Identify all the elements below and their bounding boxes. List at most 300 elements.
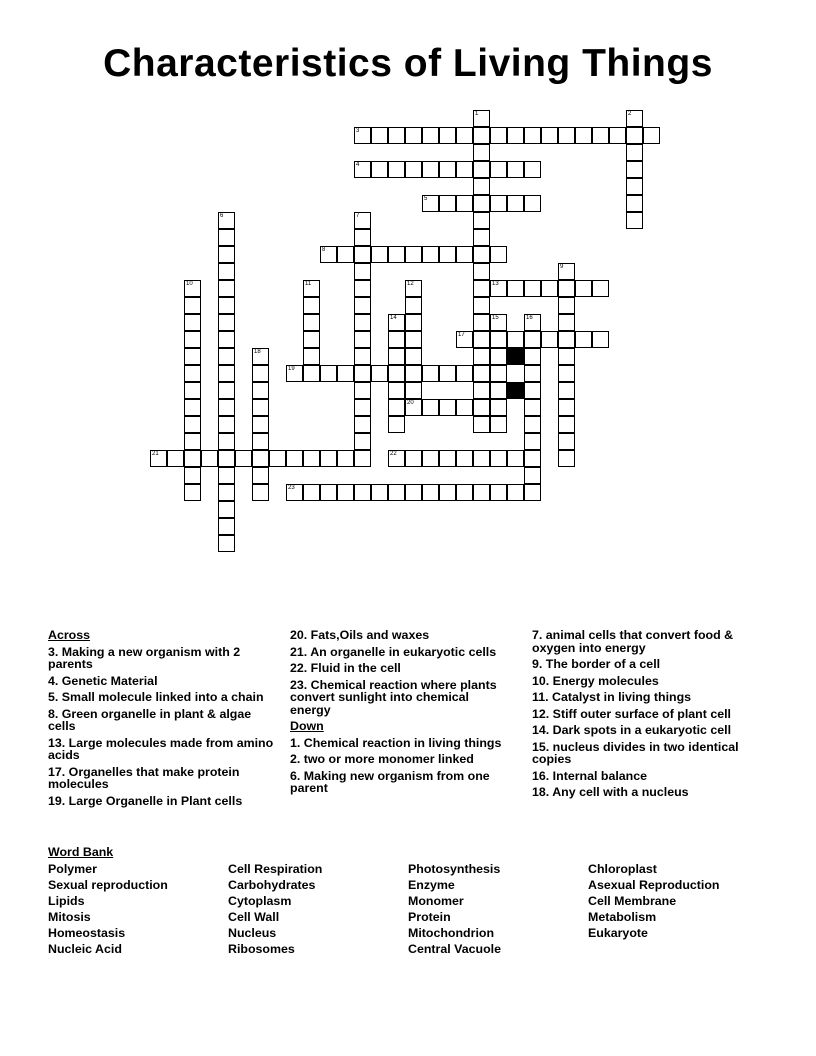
clue-number: 7 [356,213,360,219]
crossword-cell[interactable] [218,467,235,484]
crossword-cell[interactable] [405,127,422,144]
crossword-cell[interactable] [184,467,201,484]
crossword-cell[interactable] [439,195,456,212]
word-bank-item: Cytoplasm [228,894,292,908]
crossword-cell[interactable] [626,144,643,161]
crossword-cell[interactable] [388,450,405,467]
crossword-cell[interactable] [303,450,320,467]
crossword-cell[interactable] [439,484,456,501]
crossword-cell[interactable] [558,331,575,348]
crossword-cell[interactable] [354,297,371,314]
clue-number: 10 [186,281,193,287]
word-bank-item: Mitosis [48,910,91,924]
crossword-cell[interactable] [473,399,490,416]
crossword-cell[interactable] [354,161,371,178]
crossword-cell[interactable] [252,365,269,382]
crossword-cell[interactable] [524,382,541,399]
crossword-cell[interactable] [422,484,439,501]
crossword-cell[interactable] [507,161,524,178]
clues-column-1 [48,629,274,811]
crossword-cell[interactable] [524,314,541,331]
clue-text: Green organelle in plant & algae cells [48,706,252,733]
crossword-cell[interactable] [473,178,490,195]
crossword-cell[interactable] [558,314,575,331]
crossword-cell[interactable] [320,246,337,263]
word-bank-item: Homeostasis [48,926,126,940]
crossword-cell[interactable] [524,348,541,365]
crossword-cell[interactable] [218,246,235,263]
crossword-cell[interactable] [405,348,422,365]
crossword-cell[interactable] [405,246,422,263]
crossword-cell[interactable] [575,280,592,297]
crossword-cell[interactable] [490,127,507,144]
crossword-cell[interactable] [558,127,575,144]
clue-num: 23. [290,677,308,692]
crossword-cell[interactable] [184,416,201,433]
crossword-cell[interactable] [473,416,490,433]
crossword-cell[interactable] [422,127,439,144]
clue-text: Chemical reaction where plants convert sunlight into chemical energy [290,677,497,717]
crossword-cell[interactable] [473,297,490,314]
crossword-cell[interactable] [558,348,575,365]
clue-number: 16 [526,315,533,321]
crossword-cell[interactable] [405,314,422,331]
crossword-cell[interactable] [235,450,252,467]
crossword-cell[interactable] [490,280,507,297]
crossword-cell[interactable] [218,263,235,280]
crossword-cell[interactable] [422,399,439,416]
clue-text: Large molecules made from amino acids [48,735,274,762]
crossword-cell[interactable] [405,399,422,416]
crossword-cell[interactable] [558,263,575,280]
crossword-cell[interactable] [541,280,558,297]
crossword-cell[interactable] [524,365,541,382]
clue-text: Making a new organism with 2 parents [48,644,241,671]
crossword-cell[interactable] [507,195,524,212]
crossword-cell[interactable] [286,450,303,467]
crossword-cell[interactable] [167,450,184,467]
clue-text: two or more monomer linked [300,752,474,766]
crossword-cell[interactable] [218,297,235,314]
crossword-cell[interactable] [354,212,371,229]
crossword-cell[interactable] [184,348,201,365]
crossword-cell[interactable] [405,365,422,382]
crossword-cell[interactable] [473,314,490,331]
crossword-cell[interactable] [252,416,269,433]
crossword-cell[interactable] [252,348,269,365]
crossword-cell[interactable] [439,365,456,382]
crossword-cell[interactable] [303,297,320,314]
crossword-cell[interactable] [184,297,201,314]
crossword-cell[interactable] [456,484,473,501]
crossword-cell[interactable] [388,246,405,263]
crossword-cell[interactable] [422,161,439,178]
crossword-cell[interactable] [558,433,575,450]
crossword-cell[interactable] [337,450,354,467]
crossword-cell[interactable] [150,450,167,467]
clue-number: 20 [407,400,414,406]
crossword-cell[interactable] [558,399,575,416]
crossword-cell[interactable] [524,280,541,297]
crossword-cell[interactable] [218,501,235,518]
crossword-cell[interactable] [524,195,541,212]
crossword-cell[interactable] [303,365,320,382]
crossword-cell[interactable] [558,280,575,297]
crossword-cell[interactable] [354,229,371,246]
clue-text: Small molecule linked into a chain [58,690,264,704]
crossword-cell[interactable] [388,331,405,348]
crossword-cell[interactable] [439,161,456,178]
crossword-cell[interactable] [354,399,371,416]
crossword-cell[interactable] [626,195,643,212]
crossword-cell[interactable] [371,246,388,263]
crossword-cell[interactable] [303,280,320,297]
crossword-cell[interactable] [507,331,524,348]
crossword-cell[interactable] [218,535,235,552]
crossword-cell[interactable] [371,161,388,178]
word-bank-item: Cell Wall [228,910,280,924]
clue-num: 1. [290,735,301,750]
crossword-cell[interactable] [524,433,541,450]
crossword-cell[interactable] [388,416,405,433]
word-bank-item: Carbohydrates [228,878,316,892]
crossword-cell[interactable] [439,450,456,467]
crossword-cell[interactable] [184,280,201,297]
crossword-cell[interactable] [473,229,490,246]
crossword-cell[interactable] [371,365,388,382]
clue-num: 14. [532,723,550,737]
crossword-cell[interactable] [490,246,507,263]
across-heading: Across [48,628,91,642]
crossword-cell[interactable] [405,450,422,467]
crossword-cell[interactable] [558,382,575,399]
crossword-cell[interactable] [252,467,269,484]
clue-num: 18. [532,785,550,799]
crossword-cell[interactable] [439,399,456,416]
crossword-cell[interactable] [524,450,541,467]
word-bank-item: Nucleic Acid [48,942,122,956]
crossword-cell[interactable] [201,450,218,467]
clue-num: 20. [290,628,308,642]
crossword-cell[interactable] [354,433,371,450]
crossword-cell[interactable] [405,331,422,348]
crossword-cell[interactable] [473,110,490,127]
crossword-cell[interactable] [252,484,269,501]
clue-text: Chemical reaction in living things [300,735,502,750]
crossword-cell[interactable] [524,127,541,144]
crossword-cell[interactable] [218,450,235,467]
clue-number: 9 [560,264,564,270]
crossword-cell[interactable] [456,450,473,467]
clue-number: 6 [220,213,224,219]
crossword-cell[interactable] [218,433,235,450]
crossword-cell[interactable] [490,484,507,501]
crossword-cell[interactable] [490,161,507,178]
crossword-cell[interactable] [473,246,490,263]
clue-text: Catalyst in living things [548,690,692,704]
across-clue [48,795,274,808]
clues-column-2 [290,629,505,799]
crossword-cell[interactable] [388,382,405,399]
crossword-cell[interactable] [473,280,490,297]
word-bank-item: Cell Respiration [228,862,323,876]
crossword-cell[interactable] [575,127,592,144]
clue-text: Fats,Oils and waxes [307,628,430,642]
clue-number: 1 [475,111,479,117]
crossword-cell[interactable] [473,365,490,382]
crossword-cell[interactable] [269,450,286,467]
clue-num: 3. [48,644,59,659]
crossword-cell[interactable] [303,348,320,365]
clue-num: 9. [532,657,543,671]
clue-text: Energy molecules [549,673,659,688]
clue-num: 10. [532,673,550,688]
crossword-cell[interactable] [558,365,575,382]
crossword-cell[interactable] [456,195,473,212]
crossword-cell[interactable] [490,331,507,348]
crossword-cell[interactable] [184,450,201,467]
crossword-cell[interactable] [371,127,388,144]
clue-text: Internal balance [549,768,648,783]
crossword-cell[interactable] [184,433,201,450]
crossword-cell[interactable] [507,484,524,501]
clue-number: 11 [305,281,312,287]
crossword-cell[interactable] [184,314,201,331]
crossword-cell[interactable] [218,518,235,535]
clue-num: 16. [532,768,550,783]
crossword-cell[interactable] [354,280,371,297]
crossword-cell[interactable] [541,127,558,144]
crossword-cell[interactable] [405,484,422,501]
crossword-cell[interactable] [507,127,524,144]
across-clue [290,679,505,717]
crossword-cell[interactable] [507,280,524,297]
crossword-cell[interactable] [252,399,269,416]
crossword-cell[interactable] [354,365,371,382]
crossword-cell[interactable] [473,161,490,178]
crossword-cell[interactable] [592,331,609,348]
clue-number: 14 [390,315,397,321]
crossword-cell[interactable] [456,246,473,263]
clue-num: 7. [532,628,543,642]
crossword-cell[interactable] [303,484,320,501]
clue-text: Genetic Material [58,673,158,688]
word-bank-item: Metabolism [588,910,657,924]
crossword-cell[interactable] [490,195,507,212]
crossword-cell[interactable] [490,314,507,331]
crossword-cell[interactable] [286,484,303,501]
across-clue [48,737,274,762]
word-bank-item: Monomer [408,894,464,908]
crossword-cell[interactable] [184,399,201,416]
down-clue [532,770,758,783]
crossword-cell[interactable] [439,127,456,144]
crossword-cell[interactable] [592,127,609,144]
clue-text: Organelles that make protein molecules [48,764,240,791]
crossword-cell[interactable] [320,365,337,382]
crossword-cell[interactable] [218,382,235,399]
crossword-cell[interactable] [303,314,320,331]
crossword-cell[interactable] [184,484,201,501]
word-bank-item: Protein [408,910,451,924]
crossword-cell[interactable] [354,484,371,501]
crossword-cell[interactable] [354,331,371,348]
crossword-cell[interactable] [320,450,337,467]
crossword-cell[interactable] [473,144,490,161]
crossword-cell[interactable] [558,416,575,433]
crossword-cell[interactable] [184,331,201,348]
crossword-cell[interactable] [218,348,235,365]
crossword-cell[interactable] [354,348,371,365]
crossword-cell[interactable] [303,331,320,348]
clue-num: 6. [290,768,301,783]
crossword-cell[interactable] [473,212,490,229]
crossword-cell[interactable] [643,127,660,144]
crossword-cell[interactable] [422,195,439,212]
crossword-cell[interactable] [405,280,422,297]
crossword-cell[interactable] [524,484,541,501]
crossword-cell[interactable] [456,161,473,178]
crossword-cell[interactable] [490,399,507,416]
crossword-cell[interactable] [524,467,541,484]
crossword-cell[interactable] [252,433,269,450]
crossword-cell[interactable] [439,246,456,263]
clue-text: Fluid in the cell [307,661,401,675]
crossword-cell[interactable] [473,450,490,467]
across-clue [48,691,274,704]
crossword-cell[interactable] [422,365,439,382]
crossword-cell[interactable] [388,348,405,365]
crossword-cell[interactable] [354,382,371,399]
crossword-cell[interactable] [286,365,303,382]
crossword-cell[interactable] [218,331,235,348]
crossword-cell[interactable] [337,484,354,501]
clue-text: Stiff outer surface of plant cell [549,706,731,721]
crossword-cell[interactable] [490,365,507,382]
down-clue [290,753,505,766]
crossword-cell[interactable] [422,450,439,467]
crossword-cell[interactable] [558,297,575,314]
crossword-cell[interactable] [524,416,541,433]
clue-text: The border of a cell [542,657,661,671]
crossword-cell[interactable] [405,161,422,178]
crossword-cell[interactable] [218,416,235,433]
crossword-cell[interactable] [218,229,235,246]
crossword-cell[interactable] [473,331,490,348]
crossword-cell[interactable] [218,365,235,382]
crossword-cell[interactable] [388,161,405,178]
crossword-cell[interactable] [388,484,405,501]
crossword-cell[interactable] [388,314,405,331]
crossword-cell[interactable] [354,450,371,467]
crossword-cell[interactable] [490,348,507,365]
crossword-cell[interactable] [456,365,473,382]
clues-column-3 [532,629,758,803]
crossword-cell[interactable] [575,331,592,348]
crossword-cell[interactable] [218,280,235,297]
crossword-cell[interactable] [490,416,507,433]
down-clue [290,770,505,795]
crossword-cell[interactable] [609,127,626,144]
across-clue [290,646,505,659]
crossword-cell[interactable] [405,297,422,314]
crossword-cell[interactable] [524,331,541,348]
crossword-cell[interactable] [405,382,422,399]
clue-text: Making new organism from one parent [290,768,490,795]
down-clue [290,737,505,750]
word-bank-item: Lipids [48,894,85,908]
crossword-cell[interactable] [388,127,405,144]
crossword-cell[interactable] [592,280,609,297]
crossword-cell[interactable] [626,161,643,178]
crossword-cell[interactable] [388,399,405,416]
crossword-cell[interactable] [354,314,371,331]
crossword-cell[interactable] [473,127,490,144]
clue-num: 17. [48,764,66,779]
clue-text: nucleus divides in two identical copies [532,739,739,766]
crossword-cell[interactable] [473,382,490,399]
crossword-cell[interactable] [218,399,235,416]
word-bank-item: Nucleus [228,926,277,940]
crossword-cell[interactable] [473,348,490,365]
crossword-cell[interactable] [473,484,490,501]
crossword-cell[interactable] [524,161,541,178]
clue-num: 8. [48,706,59,721]
crossword-cell[interactable] [252,382,269,399]
crossword-cell[interactable] [456,127,473,144]
crossword-cell[interactable] [422,246,439,263]
down-clue [532,675,758,688]
crossword-cell[interactable] [184,382,201,399]
crossword-cell[interactable] [456,399,473,416]
crossword-cell[interactable] [456,331,473,348]
down-clue [532,786,758,799]
crossword-cell[interactable] [626,127,643,144]
crossword-cell[interactable] [337,365,354,382]
crossword-cell[interactable] [371,484,388,501]
word-bank-item: Asexual Reproduction [588,878,720,892]
crossword-cell[interactable] [490,382,507,399]
crossword-cell[interactable] [218,314,235,331]
clue-num: 12. [532,706,550,721]
crossword-cell[interactable] [524,399,541,416]
crossword-cell[interactable] [507,450,524,467]
crossword-cell[interactable] [541,331,558,348]
crossword-cell[interactable] [252,450,269,467]
crossword-cell[interactable] [320,484,337,501]
crossword-cell[interactable] [388,365,405,382]
crossword-cell[interactable] [354,416,371,433]
across-clue [48,708,274,733]
crossword-cell[interactable] [473,195,490,212]
crossword-cell[interactable] [337,246,354,263]
crossword-cell[interactable] [490,450,507,467]
crossword-cell[interactable] [626,212,643,229]
crossword-cell[interactable] [184,365,201,382]
crossword-cell[interactable] [218,212,235,229]
crossword-cell[interactable] [218,484,235,501]
crossword-cell[interactable] [626,178,643,195]
crossword-cell[interactable] [626,110,643,127]
crossword-cell[interactable] [354,127,371,144]
crossword-cell[interactable] [473,263,490,280]
clue-number: 19 [288,366,295,372]
crossword-cell[interactable] [558,450,575,467]
crossword-cell[interactable] [354,263,371,280]
clue-text: Dark spots in a eukaryotic cell [549,723,732,737]
down-clue [532,658,758,671]
crossword-cell[interactable] [354,246,371,263]
